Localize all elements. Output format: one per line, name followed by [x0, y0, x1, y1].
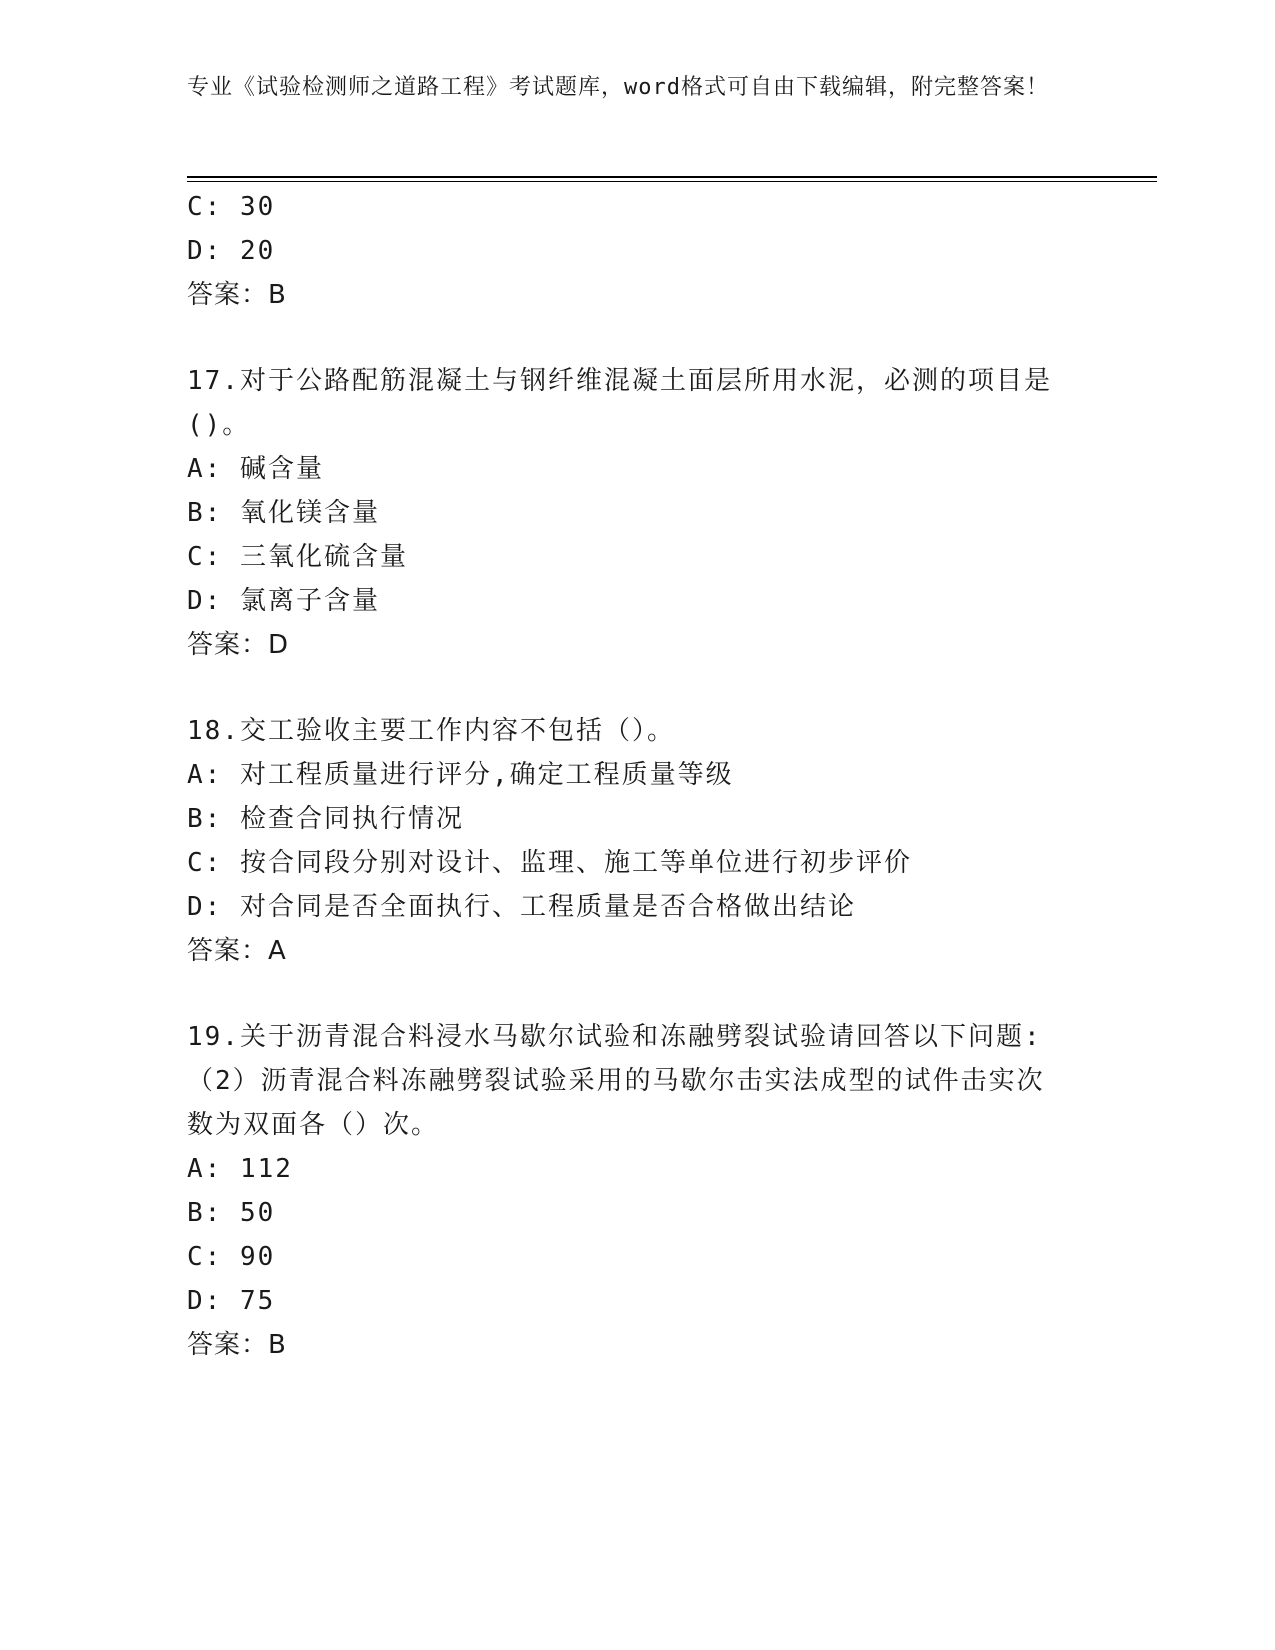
q19-stem-line3: 数为双面各（）次。 — [187, 1110, 440, 1140]
q17-option-d: D: 氯离子含量 — [187, 586, 380, 616]
q18-option-d: D: 对合同是否全面执行、工程质量是否合格做出结论 — [187, 892, 856, 922]
q19-stem-line2: （2）沥青混合料冻融劈裂试验采用的马歇尔击实法成型的试件击实次 — [187, 1066, 1045, 1096]
q17-option-b: B: 氧化镁含量 — [187, 498, 380, 528]
q19-option-a: A: 112 — [187, 1154, 293, 1184]
prev-answer: 答案：B — [187, 280, 287, 310]
q18-answer: 答案：A — [187, 936, 287, 966]
q19-option-b: B: 50 — [187, 1198, 276, 1228]
prev-option-d: D: 20 — [187, 236, 276, 266]
q19-answer: 答案：B — [187, 1330, 287, 1360]
q17-option-a: A: 碱含量 — [187, 454, 324, 484]
q17-stem-line2: ()。 — [187, 410, 251, 440]
prev-option-c: C: 30 — [187, 192, 276, 222]
q17-stem-line1: 17.对于公路配筋混凝土与钢纤维混凝土面层所用水泥，必测的项目是 — [187, 366, 1052, 396]
q19-stem-line1: 19.关于沥青混合料浸水马歇尔试验和冻融劈裂试验请回答以下问题: — [187, 1022, 1042, 1052]
q18-stem-line1: 18.交工验收主要工作内容不包括（）。 — [187, 716, 675, 746]
q18-option-a: A: 对工程质量进行评分,确定工程质量等级 — [187, 760, 734, 790]
q19-option-c: C: 90 — [187, 1242, 276, 1272]
header-rule-thick — [187, 176, 1157, 178]
q17-option-c: C: 三氧化硫含量 — [187, 542, 408, 572]
q19-option-d: D: 75 — [187, 1286, 276, 1316]
q18-option-c: C: 按合同段分别对设计、监理、施工等单位进行初步评价 — [187, 848, 912, 878]
q17-answer: 答案：D — [187, 630, 290, 660]
document-header: 专业《试验检测师之道路工程》考试题库，word格式可自由下载编辑，附完整答案！ — [187, 75, 1049, 100]
header-rule-thin — [187, 181, 1157, 182]
q18-option-b: B: 检查合同执行情况 — [187, 804, 464, 834]
